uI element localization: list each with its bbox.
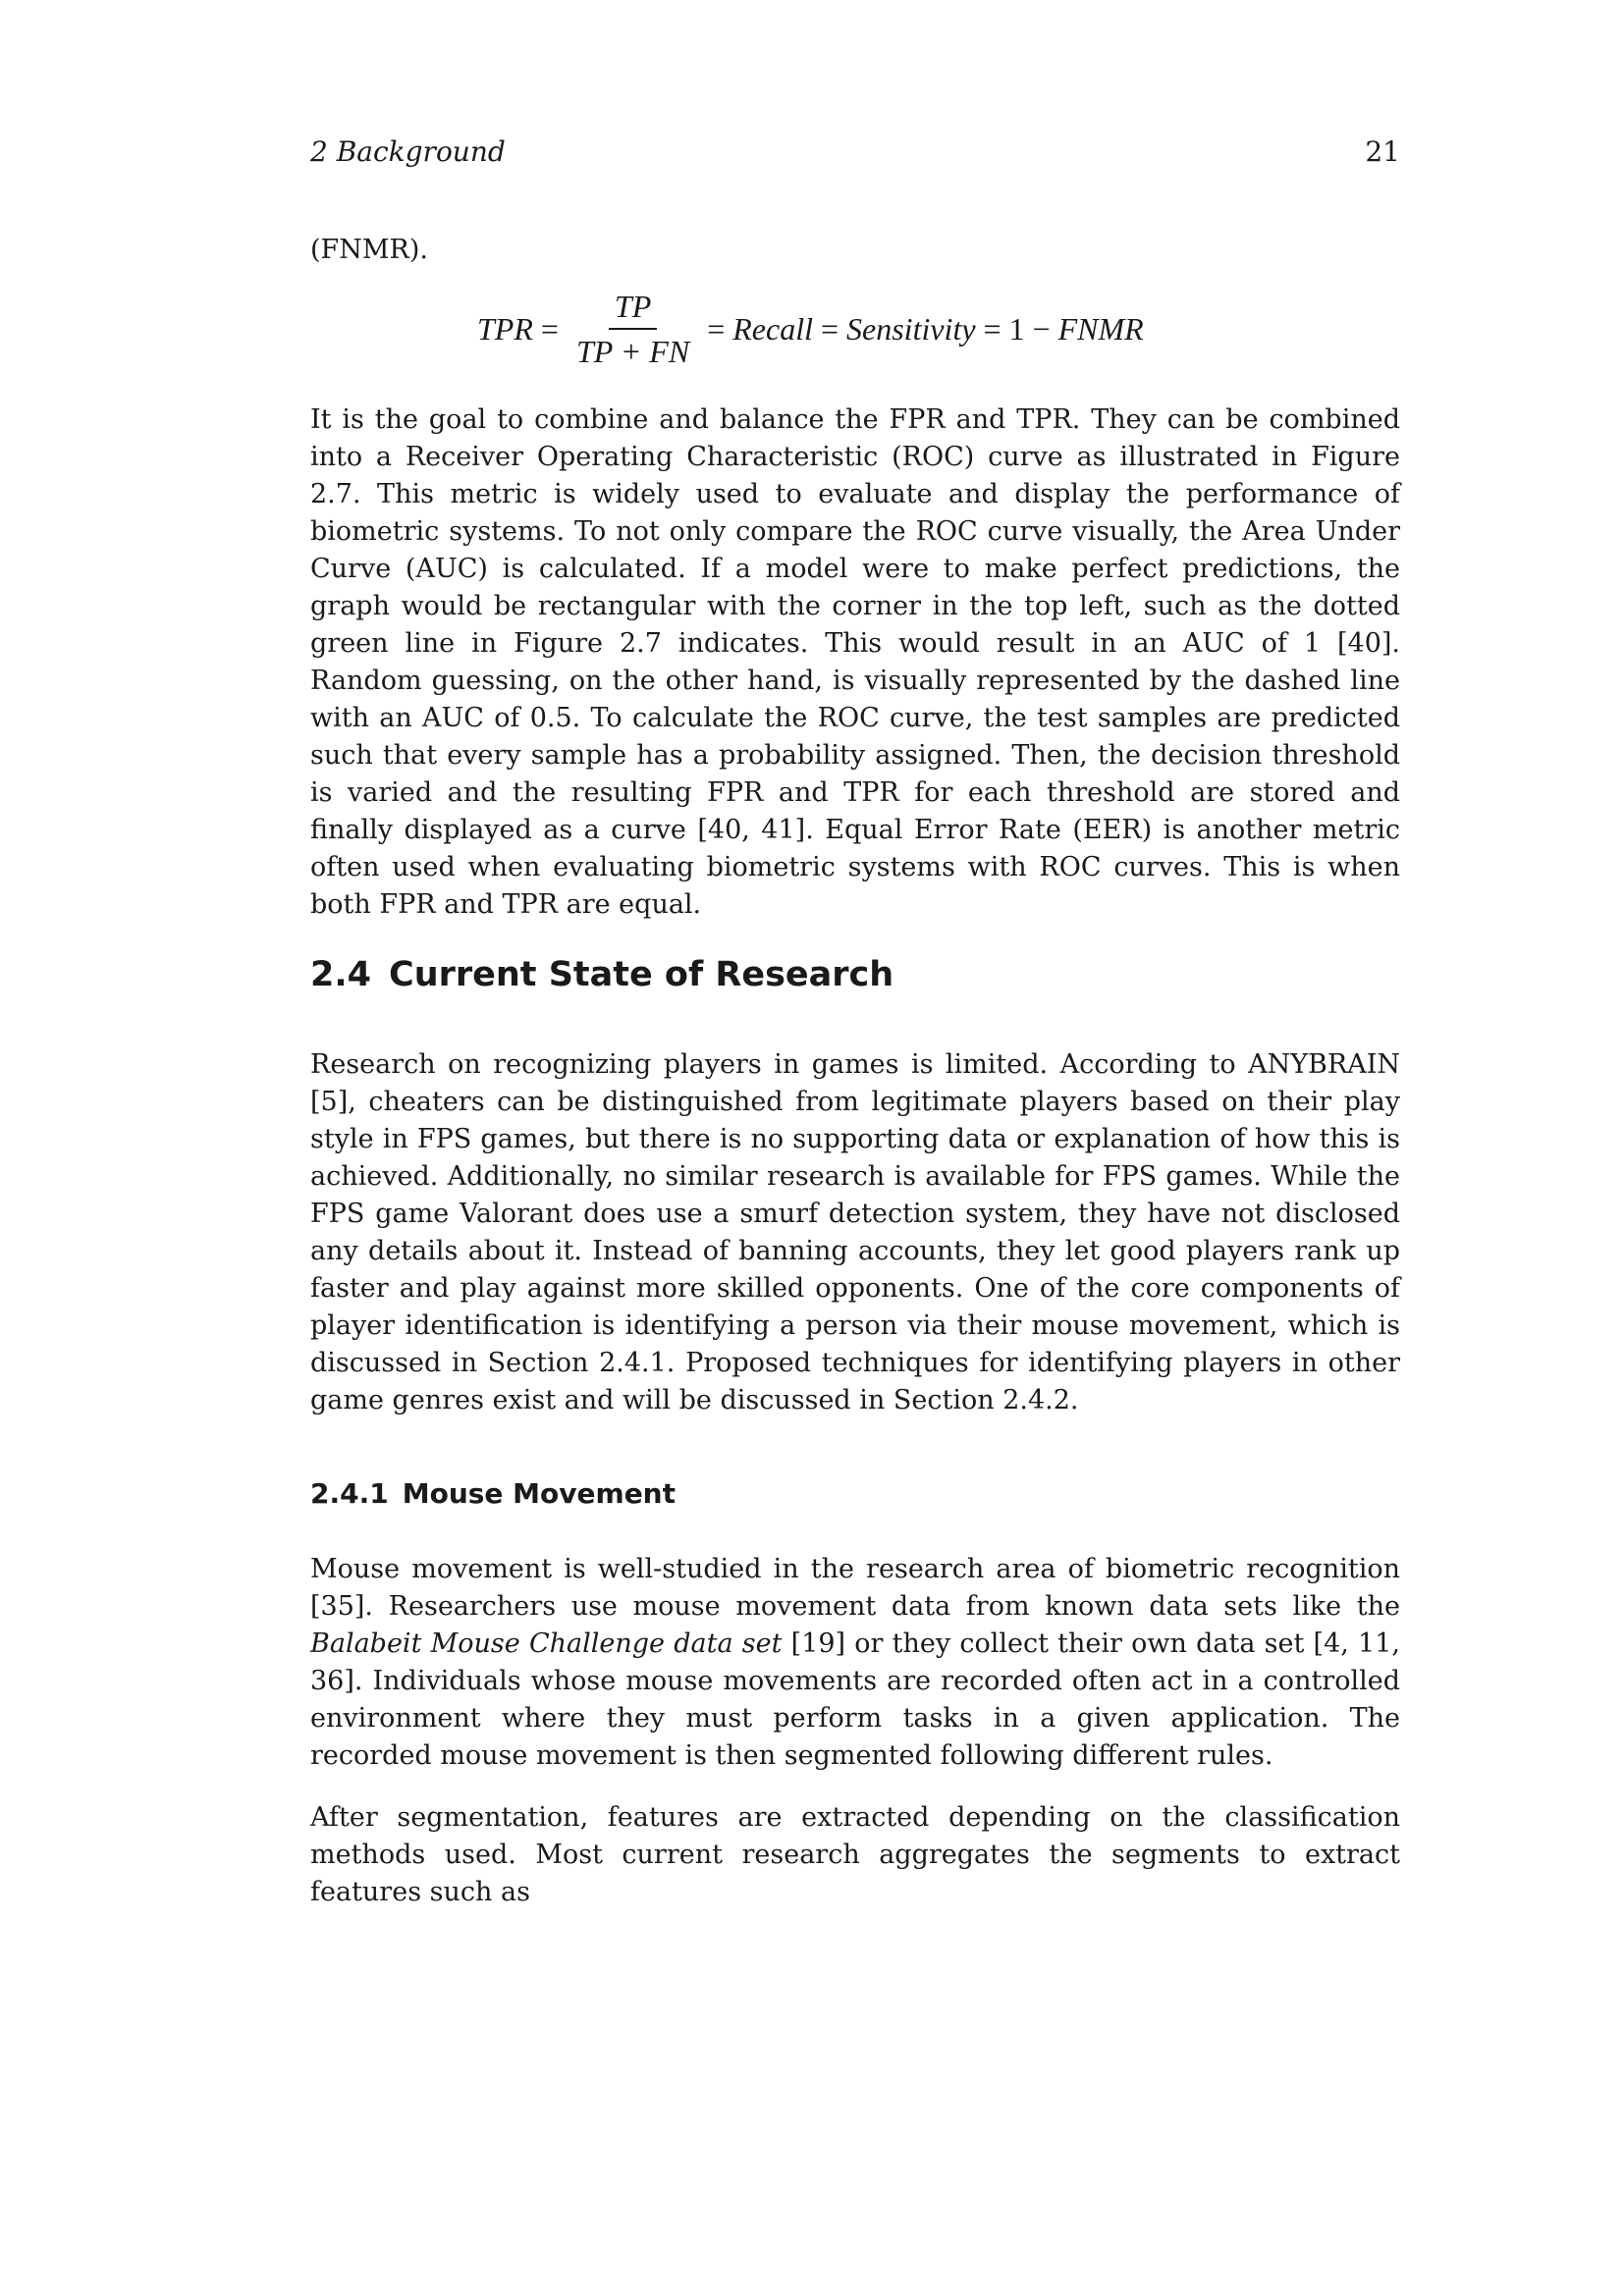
eq-numerator: TP (609, 289, 657, 330)
subsection-heading-2-4-1 (310, 1475, 676, 1513)
section-number: 2.4 (310, 955, 372, 994)
eq-equals-1: = (540, 310, 559, 347)
tpr-equation (310, 285, 1400, 373)
eq-fnmr: FNMR (1057, 310, 1144, 347)
p1-text-b: [19] or they collect their own data set [4, 11, 36]. Individuals whose mouse movements are recorded often act in a controlled environment where they must perform tasks in a given application. The recorded mouse movement is then segmented following different rules. (310, 1629, 1400, 1771)
eq-sensitivity: Sensitivity (846, 310, 976, 347)
section-heading-2-4 (310, 952, 893, 997)
eq-equals-4: = (983, 310, 1001, 347)
eq-equals-3: = (820, 310, 839, 347)
chapter-title: 2 Background (310, 135, 506, 168)
eq-equals-2: = (707, 310, 726, 347)
eq-lhs: TPR (477, 310, 533, 347)
eq-one: 1 (1008, 310, 1025, 347)
section-title: Current State of Research (389, 955, 894, 994)
eq-denominator: TP + FN (575, 334, 690, 369)
eq-minus: − (1032, 310, 1051, 347)
page-number: 21 (1365, 135, 1400, 168)
eq-fraction (570, 289, 695, 369)
paragraph-roc: It is the goal to combine and balance the FPR and TPR. They can be combined into a Receiver Operating Characteristic (ROC) curve as illustrated in Figure 2.7. This metric is widely used to evaluate and display the performance of biometric systems. To not only compare the ROC curve visually, the Area Under Curve (AUC) is calculated. If a model were to make perfect predictions, the graph would be rectangular with the corner in the top left, such as the dotted green line in Figure 2.7 indicates. This would result in an AUC of 1 [40]. Random guessing, on the other hand, is visually represented by the dashed line with an AUC of 0.5. To calculate the ROC curve, the test samples are predicted such that every sample has a probability assigned. Then, the decision threshold is varied and the resulting FPR and TPR for each threshold are stored and finally displayed as a curve [40, 41]. Equal Error Rate (EER) is another metric often used when evaluating biometric systems with ROC curves. This is when both FPR and TPR are equal. (310, 404, 1400, 920)
paragraph-research: Research on recognizing players in games is limited. According to ANYBRAIN [5], cheaters can be distinguished from legitimate players based on their play style in FPS games, but there is no supporting data or explanation of how this is achieved. Additionally, no similar research is available for FPS games. While the FPS game Valorant does use a smurf detection system, they have not disclosed any details about it. Instead of banning accounts, they let good players rank up faster and play against more skilled opponents. One of the core components of player identification is identifying a person via their mouse movement, which is discussed in Section 2.4.1. Proposed techniques for identifying players in other game genres exist and will be discussed in Section 2.4.2. (310, 1049, 1400, 1415)
p1-text-a: Mouse movement is well-studied in the research area of biometric recognition [35]. Researchers use mouse movement data from known data sets like the (310, 1554, 1400, 1622)
intro-fragment: (FNMR). (310, 235, 428, 265)
paragraph-segmentation: After segmentation, features are extracted depending on the classification methods used. Most current research aggregates the segments to extract features such as (310, 1802, 1400, 1907)
subsection-title: Mouse Movement (402, 1477, 676, 1510)
eq-recall: Recall (732, 310, 813, 347)
subsection-number: 2.4.1 (310, 1477, 389, 1510)
dataset-name: Balabeit Mouse Challenge data set (310, 1629, 783, 1659)
paragraph-mouse-movement (310, 1551, 1400, 1775)
running-head (310, 135, 1400, 175)
